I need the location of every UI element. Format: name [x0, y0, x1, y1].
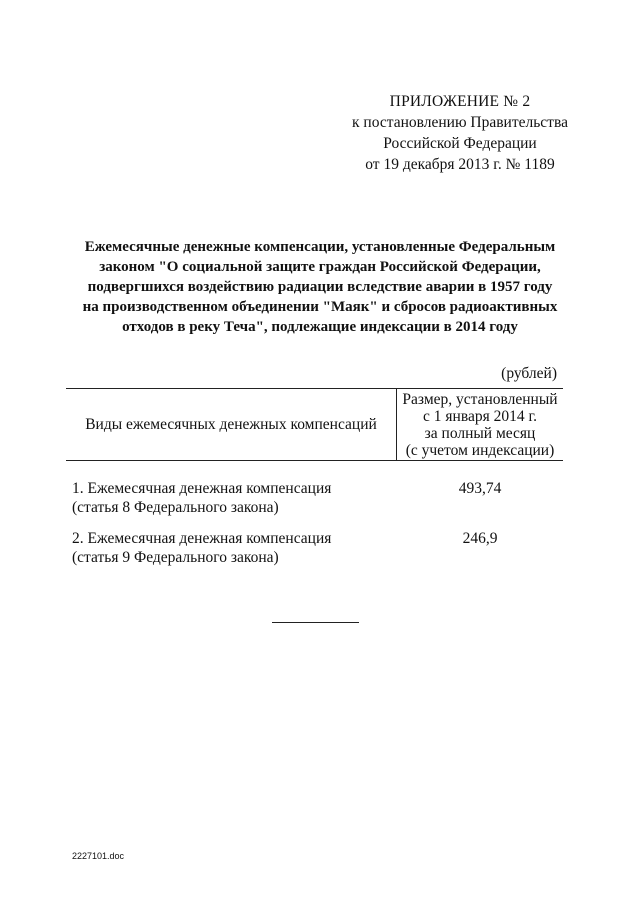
compensation-amount: 246,9	[462, 530, 498, 547]
document-title	[60, 237, 580, 337]
title-line: Ежемесячные денежные компенсации, установленные Федеральным	[84, 239, 556, 255]
compensation-amount: 493,74	[458, 480, 502, 497]
table-header-amount-line: с 1 января 2014 г.	[423, 408, 537, 425]
compensation-name-line: 2. Ежемесячная денежная компенсация	[72, 530, 332, 547]
currency-unit-label: (рублей)	[501, 365, 557, 382]
compensation-name-line: (статья 9 Федерального закона)	[72, 549, 279, 566]
compensation-name-line: 1. Ежемесячная денежная компенсация	[72, 480, 332, 497]
table-header-amount-line: за полный месяц	[424, 425, 536, 442]
appendix-line: к постановлению Правительства	[352, 114, 568, 131]
appendix-number: ПРИЛОЖЕНИЕ № 2	[389, 93, 531, 110]
title-line: отходов в реку Теча", подлежащие индексации в 2014 году	[122, 319, 518, 335]
title-line: подвергшихся воздействию радиации вследствие аварии в 1957 году	[87, 279, 553, 295]
compensation-name-line: (статья 8 Федерального закона)	[72, 499, 279, 516]
appendix-date-line: от 19 декабря 2013 г. № 1189	[365, 156, 555, 173]
table-header-bottom-rule	[66, 460, 563, 461]
end-of-document-rule	[272, 622, 359, 623]
appendix-line: Российской Федерации	[383, 135, 537, 152]
appendix-heading	[330, 91, 590, 175]
table-header-type	[66, 389, 396, 460]
compensation-name	[72, 479, 392, 517]
table-header-type-label: Виды ежемесячных денежных компенсаций	[85, 415, 377, 433]
document-file-code: 2227101.doc	[72, 851, 125, 861]
compensation-name	[72, 529, 392, 567]
title-line: на производственном объединении "Маяк" и сбросов радиоактивных	[82, 299, 558, 315]
table-header-amount-line: Размер, установленный	[402, 391, 558, 408]
table-header-amount	[397, 391, 563, 459]
title-line: законом "О социальной защите граждан Российской Федерации,	[99, 259, 541, 275]
table-header-amount-line: (с учетом индексации)	[405, 442, 555, 459]
